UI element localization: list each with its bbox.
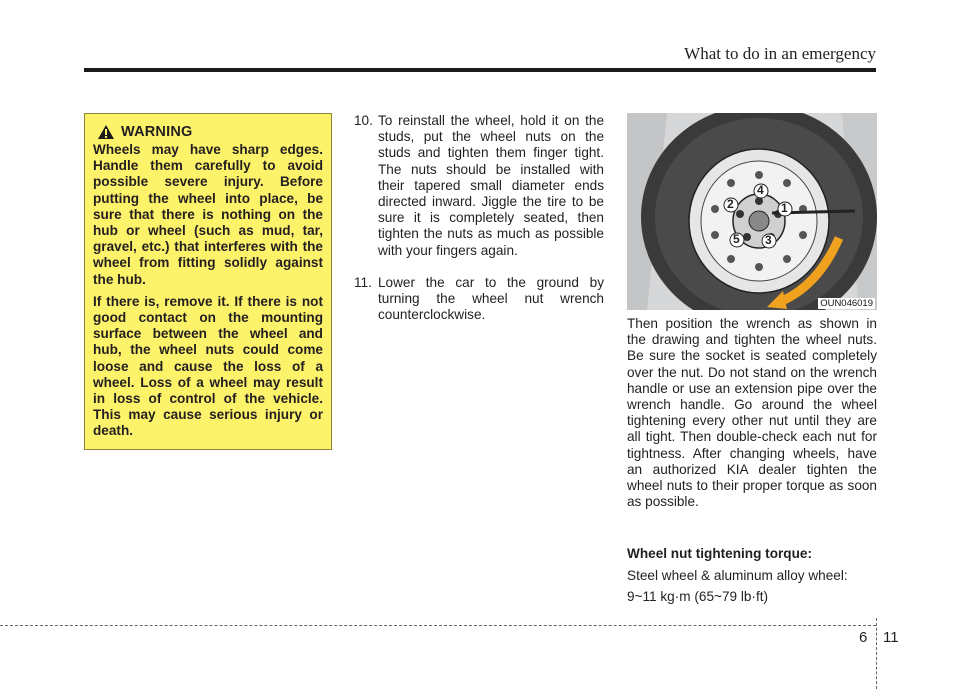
step-number: 11. (354, 275, 372, 290)
step-text: Lower the car to the ground by turning the wheel nut wrench counterclockwise. (378, 275, 604, 323)
torque-heading: Wheel nut tightening torque: (627, 546, 812, 561)
figure-code: OUN046019 (820, 298, 873, 309)
nut-label-5-text: 5 (733, 232, 740, 246)
warning-box (84, 113, 332, 450)
nut-label-4-text: 4 (757, 183, 764, 197)
warning-title: WARNING (121, 124, 193, 140)
page-divider (876, 618, 877, 689)
warning-header (97, 124, 323, 140)
step-text: To reinstall the wheel, hold it on the studs, put the wheel nuts on the studs and tighten them finger tight. The nuts should be installed with their tapered small diameter ends directed inward. Jiggle the tire to be sure it is completely seated, then tighten the nuts as much as possible with your fingers again. (378, 113, 604, 258)
warning-paragraph-2: If there is, remove it. If there is not good contact on the mounting surface between the wheel and hub, the wheel nuts could come loose and cause the loss of a wheel. Loss of a wheel may result in loss of control of the vehicle. This may cause serious injury or death. (93, 293, 323, 439)
header-title: What to do in an emergency (684, 44, 876, 63)
step-11 (354, 275, 604, 324)
nut-label-1-text: 1 (781, 201, 788, 215)
nut-label-3-text: 3 (765, 233, 772, 247)
footer-rule (0, 625, 876, 626)
warning-paragraph-1: Wheels may have sharp edges. Handle them carefully to avoid possible severe injury. Before putting the wheel into place, be sure that there is nothing on the hub or wheel (such as mud, tar, gravel, etc.) that interferes with the wheel from fitting solidly against the hub. (93, 142, 323, 287)
warning-triangle-icon (97, 124, 115, 140)
step-10 (354, 113, 604, 259)
torque-wheel-type: Steel wheel & aluminum alloy wheel: (627, 568, 848, 583)
wrench-instructions: Then position the wrench as shown in the drawing and tighten the wheel nuts. Be sure the socket is seated completely over the nut. Do not stand on the wrench handle or use an extension pipe over the wrench handle. Go around the wheel tightening every other nut until they are all tight. Then double-check each nut for tightness. After changing wheels, have an authorized KIA dealer tighten the wheel nuts to their proper torque as soon as possible. (627, 316, 877, 510)
wheel-drawing (627, 113, 877, 310)
wheel-illustration (627, 113, 877, 310)
chapter-number: 6 (859, 629, 868, 646)
torque-value: 9~11 kg·m (65~79 lb·ft) (627, 589, 769, 604)
header-rule (84, 68, 876, 72)
step-number: 10. (354, 113, 373, 128)
nut-label-2-text: 2 (727, 197, 734, 211)
page-number: 11 (883, 629, 899, 646)
